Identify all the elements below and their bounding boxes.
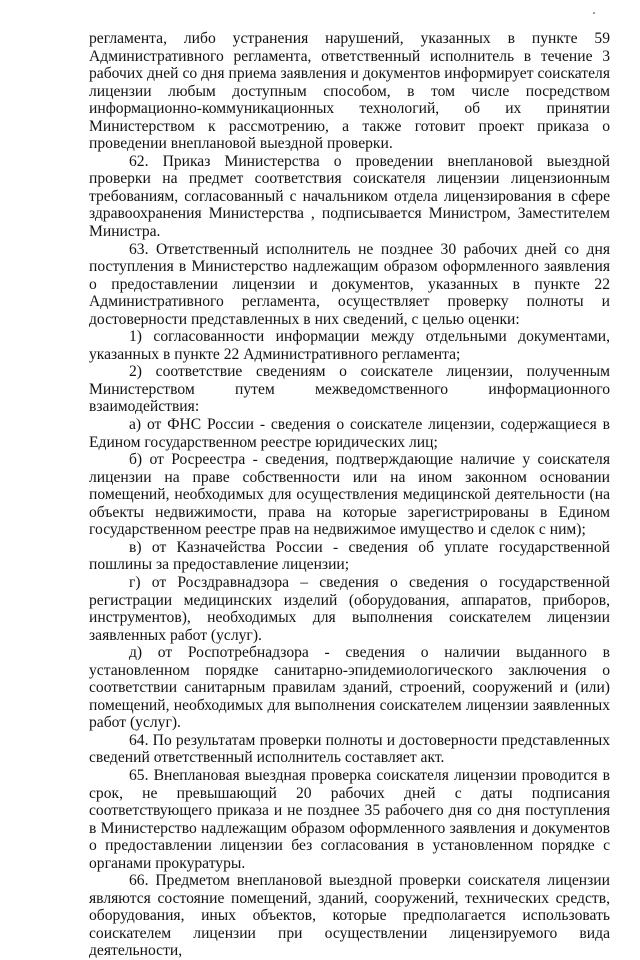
paragraph-63-item-2b: б) от Росреестра - сведения, подтверждающие наличие у соискателя лицензии на праве собственности или на ином законном основании помещений, необходимых для осуществления медицинской деятельности (на объекты недвижимости, права на которые зарегистрированы в Едином государственном реестре прав на недвижимое имущество и сделок с ним); bbox=[89, 451, 610, 539]
paragraph-63-item-2: 2) соответствие сведениям о соискателе лицензии, полученным Министерством путем межведомственного информационного взаимодействия: bbox=[89, 363, 610, 416]
paragraph-61-continuation: регламента, либо устранения нарушений, указанных в пункте 59 Административного регламента, ответственный исполнитель в течение 3 рабочих дней со дня приема заявления и документов информирует соискателя лицензии любым доступным способом, в том числе посредством информационно-коммуникационных технологий, об их принятии Министерством к рассмотрению, а также готовит проект приказа о проведении внеплановой выездной проверки. bbox=[89, 30, 610, 153]
paragraph-63-item-2g: г) от Росздравнадзора – сведения о сведения о государственной регистрации медицинских изделий (оборудования, аппаратов, приборов, инструментов), необходимых для выполнения соискателем лицензии заявленных работ (услуг). bbox=[89, 573, 610, 644]
paragraph-63-item-2d: д) от Роспотребнадзора - сведения о наличии выданного в установленном порядке санитарно-эпидемиологического заключения о соответствии санитарным правилам зданий, строений, сооружений и (или) помещений, необходимых для выполнения соискателем лицензии заявленных работ (услуг). bbox=[89, 644, 610, 732]
paragraph-63-item-2v: в) от Казначейства России - сведения об уплате государственной пошлины за предоставление лицензии; bbox=[89, 538, 610, 574]
paragraph-65: 65. Внеплановая выездная проверка соискателя лицензии проводится в срок, не превышающий 20 рабочих дней с даты подписания соответствующего приказа и не позднее 35 рабочего дня со дня поступления в Министерство надлежащим образом оформленного заявления и документов о предоставлении лицензии без согласования в установленном порядке с органами прокуратуры. bbox=[89, 766, 610, 872]
paragraph-64: 64. По результатам проверки полноты и достоверности представленных сведений ответственный исполнитель составляет акт. bbox=[89, 731, 610, 767]
scan-artifact bbox=[593, 12, 595, 14]
paragraph-63-item-2a: а) от ФНС России - сведения о соискателе лицензии, содержащиеся в Едином государственном реестре юридических лиц; bbox=[89, 416, 610, 451]
paragraph-63-item-1: 1) согласованности информации между отдельными документами, указанных в пункте 22 Административного регламента; bbox=[89, 328, 610, 363]
document-page bbox=[89, 30, 610, 960]
paragraph-63: 63. Ответственный исполнитель не позднее 30 рабочих дней со дня поступления в Министерство надлежащим образом оформленного заявления о предоставлении лицензии и документов, указанных в пункте 22 Административного регламента, осуществляет проверку полноты и достоверности представленных в них сведений, с целью оценки: bbox=[89, 240, 610, 328]
paragraph-66: 66. Предметом внеплановой выездной проверки соискателя лицензии являются состояние помещений, зданий, сооружений, технических средств, оборудования, иных объектов, которые предполагается использовать соискателем лицензии при осуществлении лицензируемого вида деятельности, bbox=[89, 872, 610, 960]
paragraph-62: 62. Приказ Министерства о проведении внеплановой выездной проверки на предмет соответствия соискателя лицензии лицензионным требованиям, согласованный с начальником отдела лицензирования в сфере здравоохранения Министерства , подписывается Министром, Заместителем Министра. bbox=[89, 152, 610, 241]
